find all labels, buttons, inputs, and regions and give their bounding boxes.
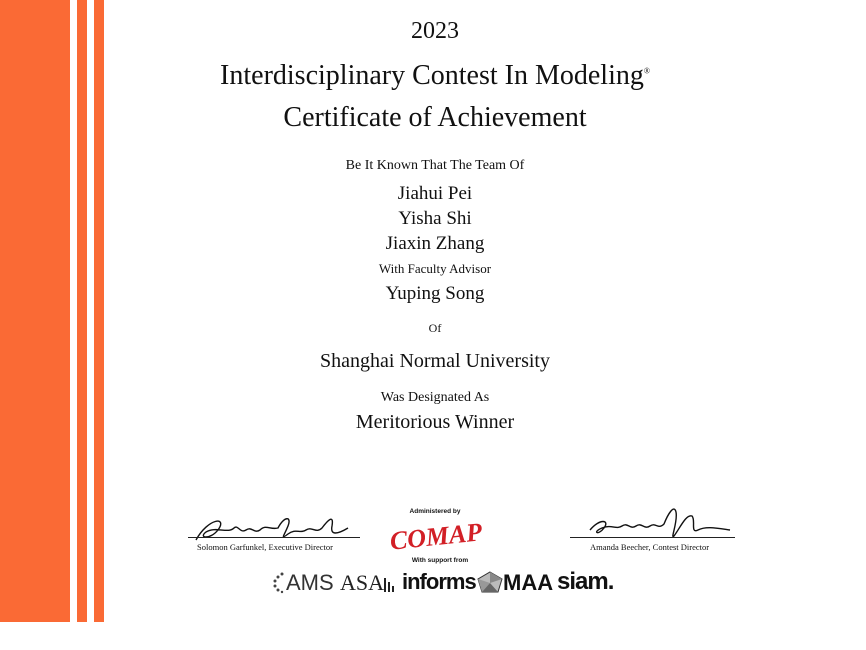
executive-director-caption: Solomon Garfunkel, Executive Director <box>197 542 333 552</box>
award-name: Meritorious Winner <box>355 411 515 433</box>
signature-line <box>570 537 735 538</box>
ams-logo: AMS <box>272 570 334 596</box>
certificate-title: Certificate of Achievement <box>283 102 587 133</box>
designated-label: Was Designated As <box>380 390 490 405</box>
administered-by-label: Administered by <box>409 508 461 515</box>
maa-logo: MAA <box>477 570 553 596</box>
certificate-year: 2023 <box>411 18 459 44</box>
contest-director-signature <box>570 500 735 545</box>
registered-mark: ® <box>643 66 650 76</box>
advisor-name: Yuping Song <box>385 283 485 304</box>
comap-logo <box>388 515 484 556</box>
of-label: Of <box>428 321 442 335</box>
asa-logo: ASA <box>340 570 394 596</box>
signature-line <box>188 537 360 538</box>
asa-bars-icon <box>384 574 394 592</box>
team-member: Jiaxin Zhang <box>385 233 485 254</box>
informs-logo: informs <box>402 569 476 594</box>
siam-logo: siam. <box>557 568 614 595</box>
ams-dots-icon <box>272 571 286 593</box>
orange-border-stripe-thin <box>94 0 104 622</box>
institution-name: Shanghai Normal University <box>320 350 550 372</box>
contest-director-caption: Amanda Beecher, Contest Director <box>590 542 710 552</box>
team-member: Yisha Shi <box>398 208 472 229</box>
contest-name: Interdisciplinary Contest In Modeling® <box>220 60 650 91</box>
orange-border-stripe-thin <box>77 0 87 622</box>
team-member: Jiahui Pei <box>397 183 473 204</box>
advisor-label: With Faculty Advisor <box>378 261 492 276</box>
svg-text:COMAP: COMAP <box>388 517 484 556</box>
maa-polyhedron-icon <box>477 571 503 593</box>
orange-border-stripe-wide <box>0 0 70 622</box>
intro-text: Be It Known That The Team Of <box>345 158 525 173</box>
support-label: With support from <box>411 557 469 564</box>
